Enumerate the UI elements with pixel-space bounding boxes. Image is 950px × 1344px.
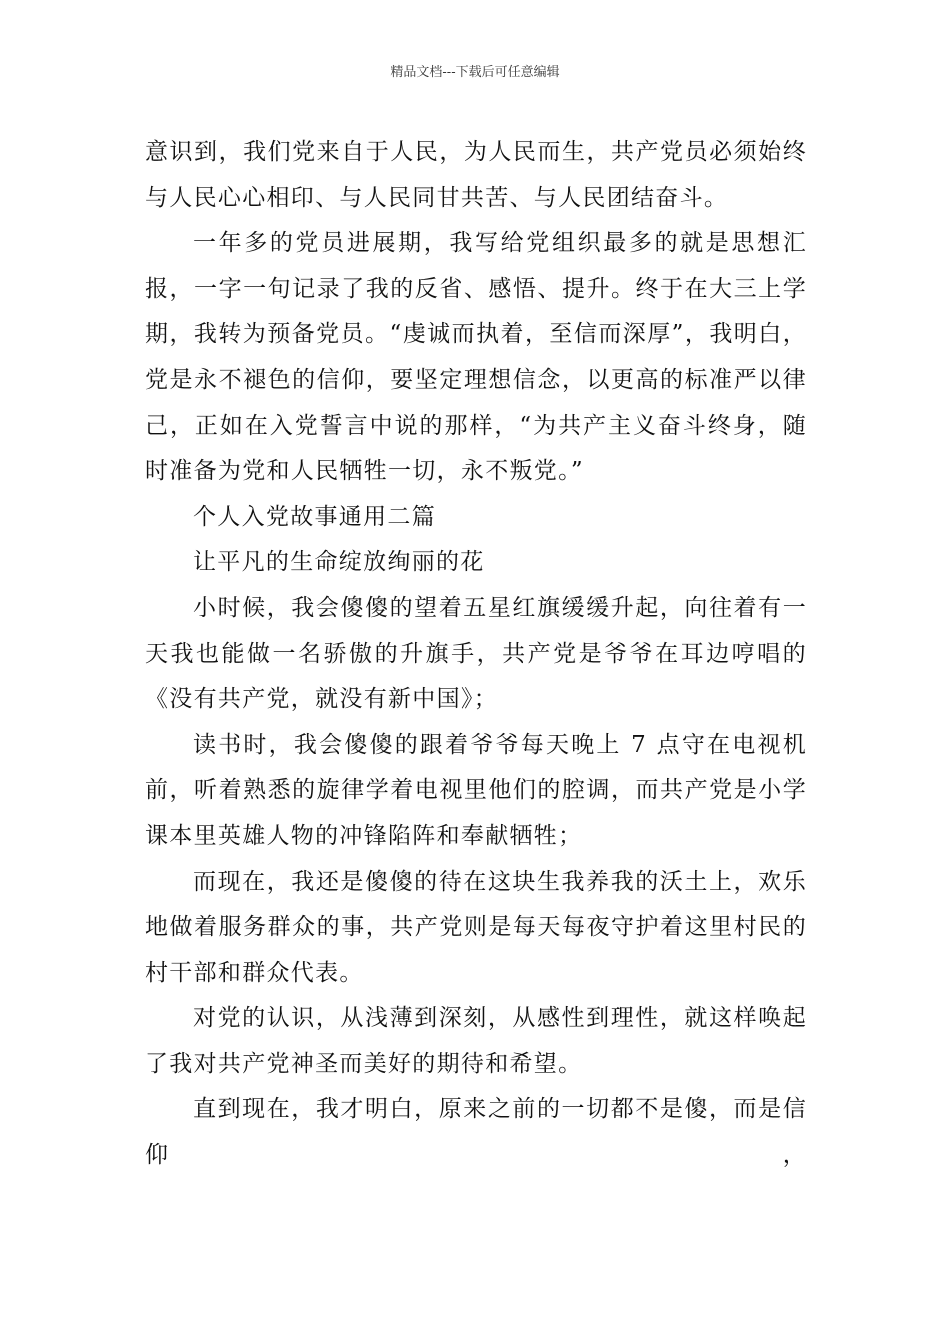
paragraph-probation: 一年多的党员进展期，我写给党组织最多的就是思想汇报，一字一句记录了我的反省、感悟、提升。终于在大三上学期，我转为预备党员。“虔诚而执着，至信而深厚”，我明白，党是永不褪色的信仰，要坚定理想信念，以更高的标准严以律己，正如在入党誓言中说的那样，“为共产主义奋斗终身，随时准备为党和人民牺牲一切，永不叛党。” [145,230,807,485]
paragraph-now: 而现在，我还是傻傻的待在这块生我养我的沃土上，欢乐地做着服务群众的事，共产党则是每天每夜守护着这里村民的村干部和群众代表。 [145,868,807,986]
section-title: 个人入党故事通用二篇 [193,503,436,530]
paragraph-understanding: 对党的认识，从浅薄到深刻，从感性到理性，就这样唤起了我对共产党神圣而美好的期待和希望。 [145,1005,807,1077]
paragraph-childhood: 小时候，我会傻傻的望着五星红旗缓缓升起，向往着有一天我也能做一名骄傲的升旗手，共产党是爷爷在耳边哼唱的《没有共产党，就没有新中国》； [145,594,807,713]
story-title: 让平凡的生命绽放绚丽的花 [193,549,485,576]
page-header: 精品文档---下载后可任意编辑 [390,65,560,80]
paragraph-continuation: 意识到，我们党来自于人民，为人民而生，共产党员必须始终与人民心心相印、与人民同甘共苦、与人民团结奋斗。 [145,139,807,211]
document-body [145,130,807,1179]
paragraph-faith: 直到现在，我才明白，原来之前的一切都不是傻，而是信仰， [145,1096,807,1169]
paragraph-school: 读书时，我会傻傻的跟着爷爷每天晚上 7 点守在电视机前，听着熟悉的旋律学着电视里他们的腔调，而共产党是小学课本里英雄人物的冲锋陷阵和奉献牺牲； [145,731,807,849]
